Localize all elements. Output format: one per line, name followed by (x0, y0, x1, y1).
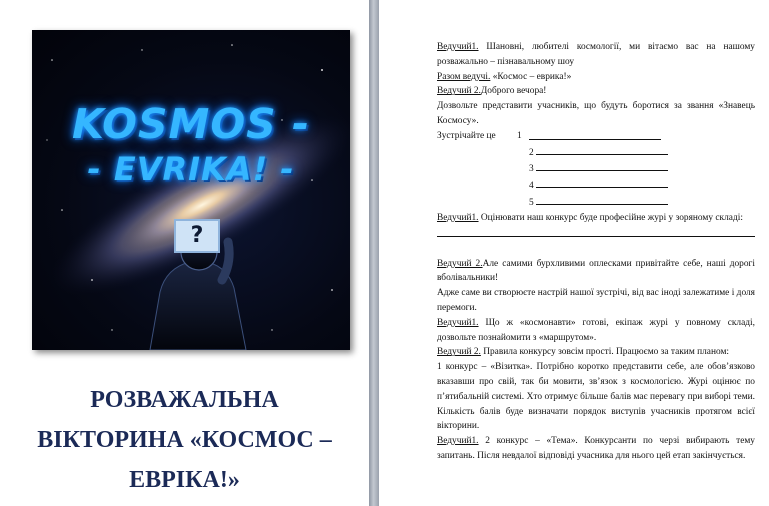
quiz-title-line2: ВІКТОРИНА «КОСМОС – (37, 427, 332, 453)
paragraph-9: Ведучий 2. Правила конкурсу зовсім прості. Працюємо за таким планом: (437, 347, 730, 358)
quiz-title (0, 380, 369, 500)
cover-title-line1: KOSMOS - (71, 100, 310, 148)
speaker-label: Ведучий1. (437, 317, 479, 328)
participant-row-4: 4 (437, 177, 755, 194)
paragraph-7: Адже саме ви створюєте настрій нашої зустрічі, від вас іноді залежатиме і доля перемоги. (437, 288, 755, 313)
blank-field (536, 160, 668, 171)
paragraph-5: Ведучий1. Оцінювати наш конкурс буде професійне журі у зоряному складі: (437, 212, 743, 223)
paragraph-3: Ведучий 2.Доброго вечора! (437, 86, 547, 97)
paragraph-11: Ведучий1. 2 конкурс – «Тема». Конкурсанти по черзі вибирають тему запитань. Після невдалої відповіді учасника для нього цей етап закінчується. (437, 436, 755, 461)
participant-row-1: Зустрічайте це 1 (437, 129, 755, 144)
left-page (0, 0, 369, 506)
quiz-title-line1: РОЗВАЖАЛЬНА (90, 387, 279, 413)
speaker-label: Ведучий 2. (437, 258, 483, 269)
question-sign: ? (174, 219, 220, 253)
speaker-label: Разом ведучі. (437, 71, 491, 82)
right-page (379, 0, 769, 506)
paragraph-8: Ведучий1. Що ж «космонавти» готові, екіпаж журі у повному складі, дозвольте познайомити з «маршрутом». (437, 317, 755, 343)
blank-field (536, 194, 668, 205)
speaker-label: Ведучий 2. (437, 86, 481, 97)
speaker-label: Ведучий1. (437, 212, 479, 223)
blank-field (536, 177, 668, 188)
quiz-title-line3: ЕВРІКА!» (129, 467, 240, 493)
paragraph-6: Ведучий 2.Але самими бурхливими оплесками привітайте себе, наші дорогі вболівальники! (437, 258, 755, 284)
jury-blank-line (437, 226, 755, 237)
paragraph-2: Разом ведучі. «Космос – еврика!» (437, 71, 572, 82)
participant-row-5: 5 (437, 194, 755, 211)
blank-field (529, 129, 661, 140)
page-divider (369, 0, 379, 506)
paragraph-1: Ведучий1. Шановні, любителі космології, ми вітаємо вас на нашому розважально – пізнавальному шоу (437, 42, 755, 67)
speaker-label: Ведучий 2. (437, 347, 481, 358)
participant-row-2: 2 (437, 144, 755, 161)
meet-label: Зустрічайте це (437, 130, 496, 141)
participant-row-3: 3 (437, 160, 755, 177)
speaker-label: Ведучий1. (437, 42, 479, 52)
speaker-label: Ведучий1. (437, 436, 479, 447)
paragraph-10: 1 конкурс – «Візитка». Потрібно коротко представити себе, але обов’язково вказавши про свій, так би мовити, зв’язок з космологією. Журі оцінює по п’ятибальній системі. Хто отримує більше балів має перевагу при виборі теми. Кількість балів буде визначати порядок виступів учасників протягом всієї вікторини. (437, 362, 755, 432)
blank-field (536, 144, 668, 155)
paragraph-4: Дозвольте представити учасників, що будуть боротися за звання «Знавець Космосу». (437, 101, 755, 126)
script-text (437, 40, 755, 464)
cover-title-line2: - EVRIKA! - (87, 150, 295, 188)
cover-image (32, 30, 350, 350)
galaxy-illustration (32, 30, 350, 350)
